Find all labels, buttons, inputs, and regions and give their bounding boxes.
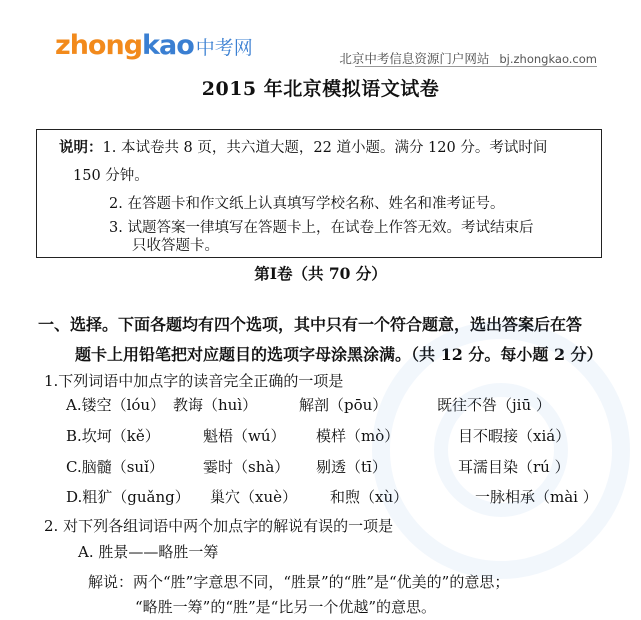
site-url[interactable]: bj.zhongkao.com bbox=[499, 52, 597, 66]
question-2-explanation-line-1: 解说：两个“胜”字意思不同，“胜景”的“胜”是“优美的”的意思； bbox=[88, 573, 510, 591]
option-word: 解剖（pōu） bbox=[299, 396, 388, 414]
option-word: 和煦（xù） bbox=[330, 488, 409, 506]
tagline-text: 北京中考信息资源门户网站 bbox=[339, 51, 490, 66]
section-1-heading-line-1: 一、选择。下面各题均有四个选项，其中只有一个符合题意，选出答案后在答 bbox=[38, 315, 583, 334]
option-word: D.粗犷（guǎng） bbox=[66, 488, 190, 506]
option-word: 耳濡目染（rú ） bbox=[458, 458, 570, 476]
section-1-heading-line-2: 题卡上用铅笔把对应题目的选项字母涂黑涂满。（共 12 分。每小题 2 分） bbox=[75, 345, 603, 364]
instructions-line-3: 3. 试题答案一律填写在答题卡上，在试卷上作答无效。考试结束后 bbox=[109, 220, 534, 236]
question-2-option-a: A. 胜景——略胜一筹 bbox=[78, 543, 219, 561]
option-word: 巢穴（xuè） bbox=[210, 488, 297, 506]
question-1-stem: 1.下列词语中加点字的读音完全正确的一项是 bbox=[44, 372, 344, 390]
logo-text-zhong: zhong bbox=[55, 30, 143, 61]
option-word: 既往不咎（jiū ） bbox=[437, 396, 551, 414]
instructions-line-2: 2. 在答题卡和作文纸上认真填写学校名称、姓名和准考证号。 bbox=[109, 196, 505, 212]
header-tagline bbox=[339, 49, 597, 67]
option-word: 霎时（shà） bbox=[203, 458, 290, 476]
option-word: 一脉相承（mài ） bbox=[475, 488, 598, 506]
page-header bbox=[0, 0, 641, 70]
question-2-stem: 2. 对下列各组词语中两个加点字的解说有误的一项是 bbox=[44, 517, 394, 535]
option-word: 模样（mò） bbox=[316, 427, 400, 445]
instructions-line-1 bbox=[59, 134, 547, 162]
part-title: 第Ⅰ卷（共 70 分） bbox=[254, 264, 387, 283]
instructions-line-1b: 150 分钟。 bbox=[73, 168, 149, 184]
exam-title: 2015 年北京模拟语文试卷 bbox=[201, 78, 440, 100]
question-2-explanation-line-2: “略胜一筹”的“胜”是“比另一个优越”的意思。 bbox=[135, 598, 437, 616]
instructions-box bbox=[36, 129, 602, 258]
logo-text-cn: 中考网 bbox=[195, 37, 253, 59]
instructions-line-3b: 只收答题卡。 bbox=[132, 238, 219, 254]
instructions-label: 说明： bbox=[59, 139, 103, 156]
option-word: 教诲（huì） bbox=[173, 396, 258, 414]
option-word: C.脑髓（suǐ） bbox=[66, 458, 164, 476]
option-word: B.坎坷（kě） bbox=[66, 427, 160, 445]
option-word: 剔透（tī） bbox=[316, 458, 387, 476]
header-divider bbox=[355, 66, 597, 67]
zhongkao-logo[interactable] bbox=[55, 30, 253, 61]
logo-text-kao: kao bbox=[142, 30, 194, 61]
option-word: 魁梧（wú） bbox=[203, 427, 286, 445]
option-word: 目不暇接（xiá） bbox=[458, 427, 571, 445]
option-word: A.镂空（lóu） bbox=[66, 396, 166, 414]
instructions-text-1: 1. 本试卷共 8 页，共六道大题，22 道小题。满分 120 分。考试时间 bbox=[102, 140, 548, 156]
